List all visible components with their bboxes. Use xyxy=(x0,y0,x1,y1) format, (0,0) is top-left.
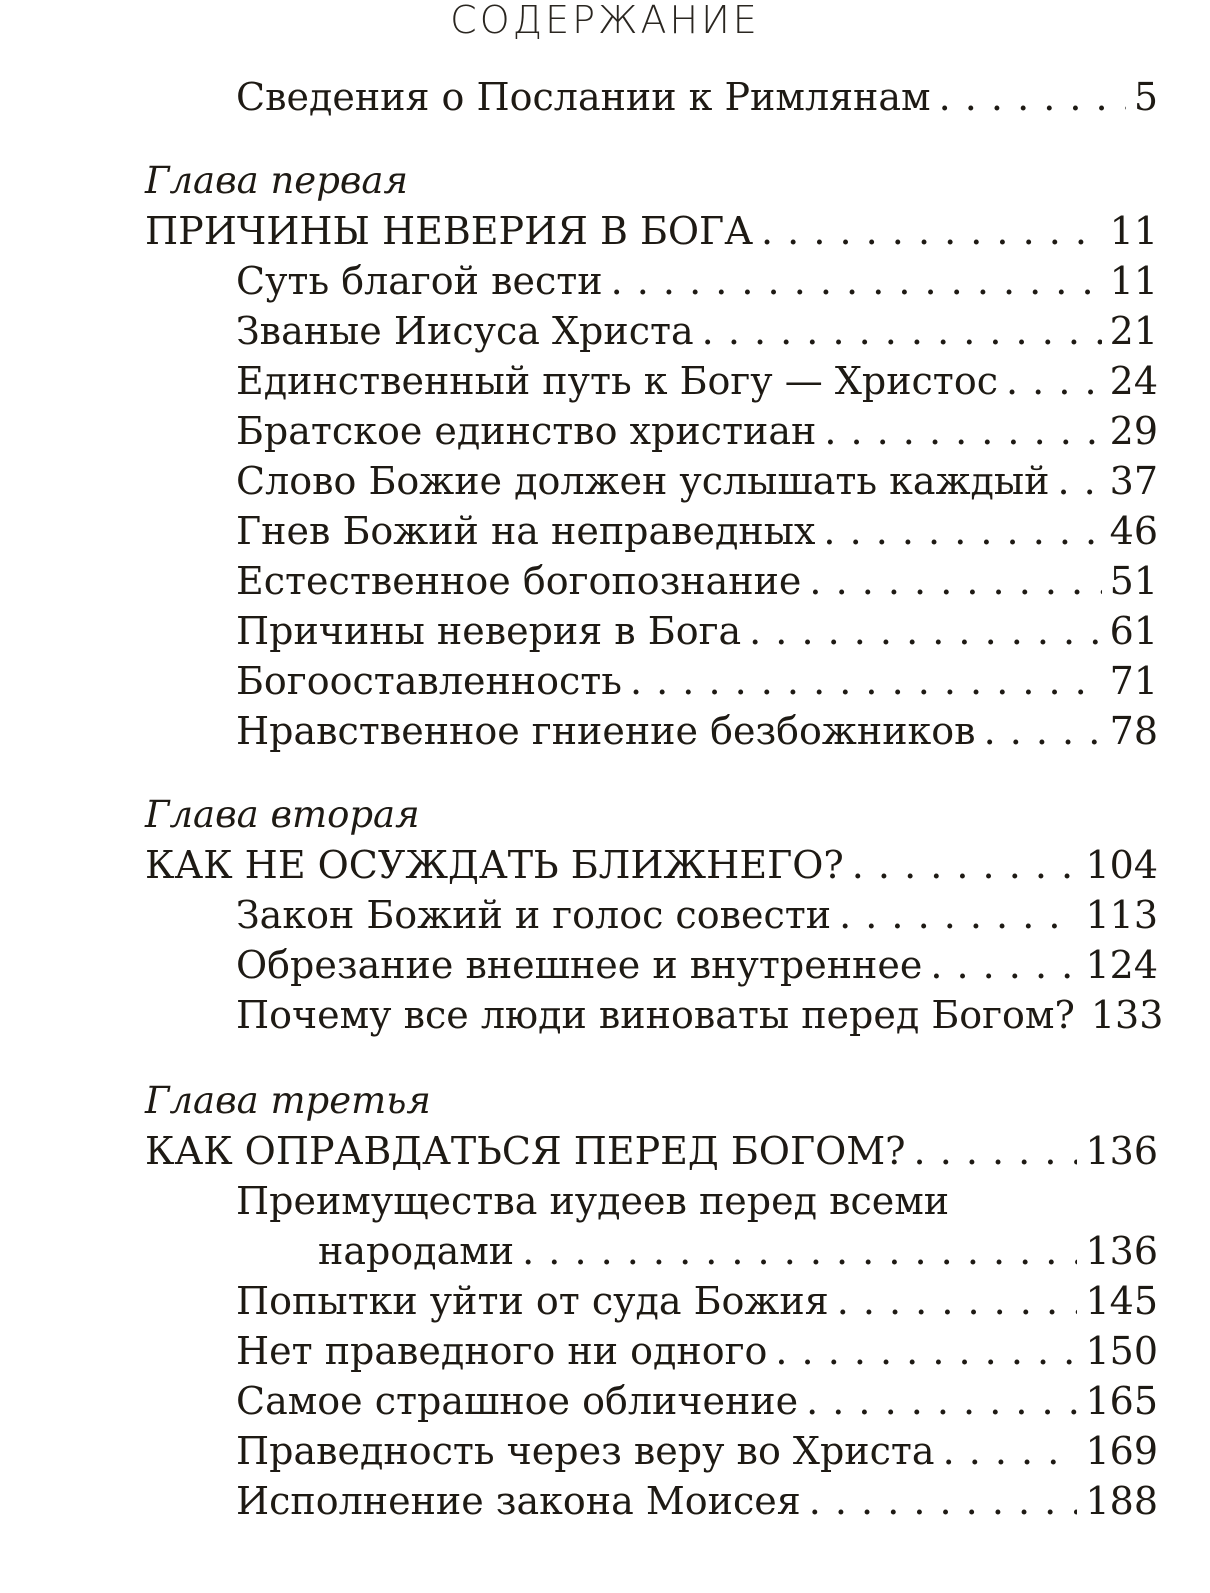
toc-entry-section[interactable] xyxy=(236,356,1158,406)
entry-text: Самое страшное обличение xyxy=(236,1379,799,1423)
entry-text: Почему все люди виноваты перед Богом? xyxy=(236,993,1075,1037)
entry-text: КАК НЕ ОСУЖДАТЬ БЛИЖНЕГО? xyxy=(145,843,844,887)
entry-text: Исполнение закона Моисея xyxy=(236,1479,801,1523)
dot-leader xyxy=(823,506,1101,556)
dot-leader xyxy=(839,890,1077,940)
entry-text: Закон Божий и голос совести xyxy=(236,893,832,937)
dot-leader xyxy=(943,1426,1078,1476)
page-number: 188 xyxy=(1085,1479,1158,1523)
page-number: 136 xyxy=(1085,1129,1158,1173)
dot-leader xyxy=(809,556,1101,606)
dot-leader xyxy=(630,656,1102,706)
toc-entry-section[interactable] xyxy=(236,506,1158,556)
dot-leader xyxy=(1058,456,1102,506)
dot-leader xyxy=(749,606,1102,656)
toc-entry-section[interactable] xyxy=(236,940,1158,990)
page-number: 71 xyxy=(1109,659,1158,703)
toc-entry-section[interactable] xyxy=(236,706,1158,756)
page-number: 124 xyxy=(1085,943,1158,987)
page-number: 24 xyxy=(1109,359,1158,403)
toc-entry-section[interactable] xyxy=(236,1326,1158,1376)
toc-entry-chapter[interactable] xyxy=(145,206,1158,256)
toc-entry-section[interactable] xyxy=(236,1376,1158,1426)
dot-leader xyxy=(852,840,1078,890)
dot-leader xyxy=(809,1476,1078,1526)
dot-leader xyxy=(914,1126,1078,1176)
page-number: 136 xyxy=(1085,1229,1158,1273)
page-number: 133 xyxy=(1090,993,1164,1037)
page-number: 113 xyxy=(1085,893,1158,937)
page-number: 61 xyxy=(1109,609,1158,653)
page-number: 11 xyxy=(1109,259,1158,303)
dot-leader xyxy=(775,1326,1077,1376)
dot-leader xyxy=(930,940,1077,990)
toc-entry-section[interactable] xyxy=(236,406,1158,456)
toc-entry-section[interactable] xyxy=(236,656,1158,706)
chapter-heading: Глава третья xyxy=(145,1079,431,1122)
entry-text: Братское единство христиан xyxy=(236,409,817,453)
toc-entry-intro[interactable] xyxy=(236,72,1158,122)
entry-text: Суть благой вести xyxy=(236,259,603,303)
chapter-heading: Глава вторая xyxy=(145,793,420,836)
page-number: 37 xyxy=(1109,459,1158,503)
toc-entry-section[interactable] xyxy=(236,456,1158,506)
entry-text: Сведения о Послании к Римлянам xyxy=(236,75,931,119)
dot-leader xyxy=(984,706,1102,756)
toc-entry-chapter[interactable] xyxy=(145,1126,1158,1176)
entry-text: Гнев Божий на неправедных xyxy=(236,509,816,553)
entry-text: Попытки уйти от суда Божия xyxy=(236,1279,829,1323)
entry-text: Слово Божие должен услышать каждый xyxy=(236,459,1050,503)
toc-entry-section-line1[interactable]: Преимущества иудеев перед всеми xyxy=(236,1179,950,1223)
toc-entry-section[interactable] xyxy=(236,256,1158,306)
entry-text: Естественное богопознание xyxy=(236,559,802,603)
toc-entry-section[interactable] xyxy=(236,1476,1158,1526)
page-number: 104 xyxy=(1085,843,1158,887)
toc-entry-section[interactable] xyxy=(236,606,1158,656)
entry-text: Праведность через веру во Христа xyxy=(236,1429,935,1473)
page-title: СОДЕРЖАНИЕ xyxy=(450,0,760,42)
dot-leader xyxy=(761,206,1102,256)
toc-entry-section[interactable] xyxy=(236,1426,1158,1476)
entry-text: КАК ОПРАВДАТЬСЯ ПЕРЕД БОГОМ? xyxy=(145,1129,906,1173)
entry-text: Единственный путь к Богу — Христос xyxy=(236,359,998,403)
toc-entry-section[interactable] xyxy=(236,890,1158,940)
dot-leader xyxy=(939,72,1126,122)
entry-text: ПРИЧИНЫ НЕВЕРИЯ В БОГА xyxy=(145,209,753,253)
entry-text: Причины неверия в Бога xyxy=(236,609,742,653)
page-number: 145 xyxy=(1085,1279,1158,1323)
toc-entry-section[interactable] xyxy=(236,1276,1158,1326)
dot-leader xyxy=(522,1226,1077,1276)
page-number: 169 xyxy=(1085,1429,1158,1473)
page-number: 29 xyxy=(1109,409,1158,453)
dot-leader xyxy=(824,406,1101,456)
chapter-heading: Глава первая xyxy=(145,159,408,202)
entry-text: народами xyxy=(318,1229,515,1273)
page-number: 78 xyxy=(1109,709,1158,753)
dot-leader xyxy=(1006,356,1102,406)
entry-text: Обрезание внешнее и внутреннее xyxy=(236,943,923,987)
page-number: 5 xyxy=(1133,75,1158,119)
toc-entry-chapter[interactable] xyxy=(145,840,1158,890)
page-number: 51 xyxy=(1109,559,1158,603)
dot-leader xyxy=(611,256,1102,306)
page-number: 165 xyxy=(1085,1379,1158,1423)
toc-entry-section[interactable] xyxy=(236,306,1158,356)
page-number: 46 xyxy=(1109,509,1158,553)
entry-text: Нравственное гниение безбожников xyxy=(236,709,976,753)
entry-text: Нет праведного ни одного xyxy=(236,1329,768,1373)
dot-leader xyxy=(702,306,1102,356)
toc-entry-section[interactable] xyxy=(318,1226,1158,1276)
toc-entry-section[interactable] xyxy=(236,556,1158,606)
entry-text: Званые Иисуса Христа xyxy=(236,309,694,353)
dot-leader xyxy=(837,1276,1078,1326)
page-number: 150 xyxy=(1085,1329,1158,1373)
entry-text: Богооставленность xyxy=(236,659,622,703)
toc-entry-section[interactable] xyxy=(236,990,1164,1040)
dot-leader xyxy=(806,1376,1077,1426)
page-number: 21 xyxy=(1109,309,1158,353)
page-number: 11 xyxy=(1109,209,1158,253)
